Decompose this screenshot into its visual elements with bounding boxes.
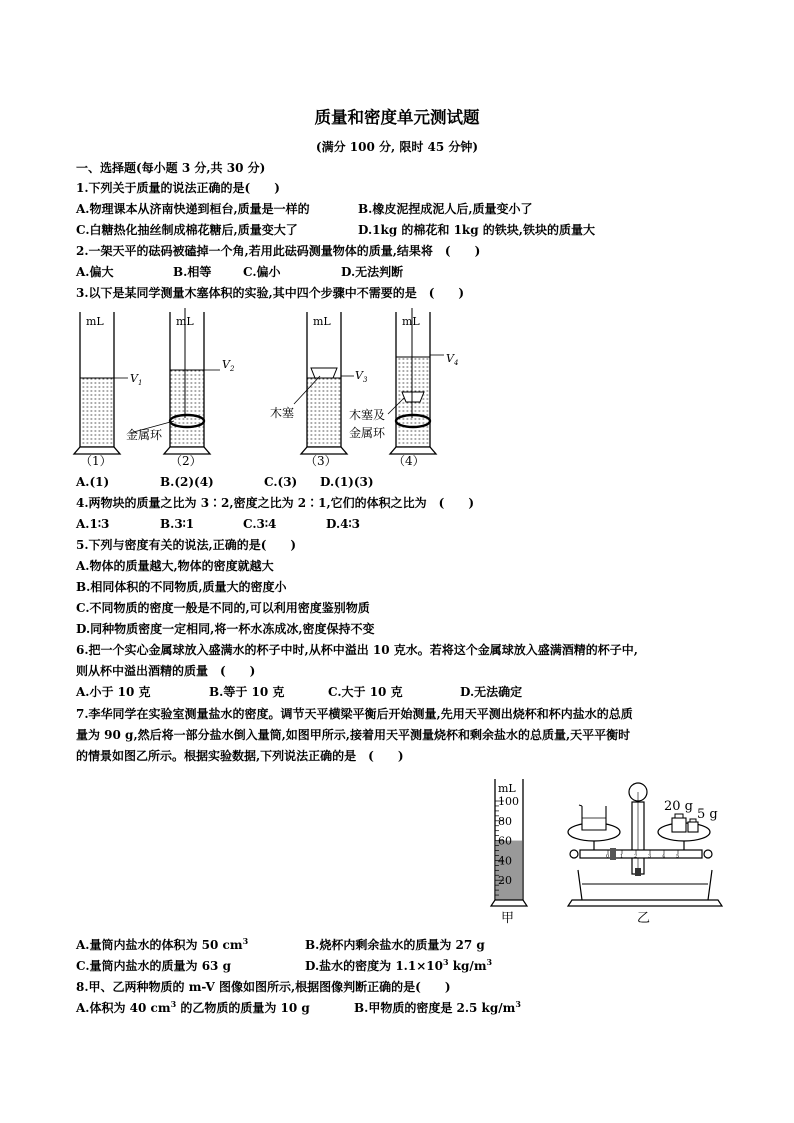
- q1-option-c: C.白糖热化抽丝制成棉花糖后,质量变大了: [76, 223, 298, 237]
- cylinder-1: [74, 312, 128, 454]
- weight-20g-label: 20 g: [664, 799, 693, 814]
- beam-scale-label: 3: [648, 853, 652, 860]
- q7-option-d: D.盐水的密度为 $1.1\times 10^3$ $kg/m^3$: [305, 957, 493, 973]
- cylinder-1-ml: mL: [86, 315, 104, 328]
- q1-stem: 1.下列关于质量的说法正确的是( ): [76, 181, 280, 195]
- v1-label: $V_1$: [130, 372, 143, 387]
- q4-option-c: C.3∶4: [243, 517, 277, 531]
- beam-scale-label: 2: [634, 853, 638, 860]
- beam-scale-label: 1: [620, 853, 624, 860]
- v4-label: $V_4$: [446, 352, 459, 367]
- q2-option-c: C.偏小: [243, 265, 281, 279]
- v2-label: $V_2$: [222, 358, 235, 373]
- q3-option-b: B.(2)(4): [160, 475, 214, 489]
- q5-option-b: B.相同体积的不同物质,质量大的密度小: [76, 580, 287, 594]
- cork-ring-label-1: 木塞及: [349, 408, 386, 422]
- cylinder-4-ml: mL: [402, 315, 420, 328]
- q3-option-c: C.(3): [264, 475, 298, 489]
- cylinder-tick-label: 40: [498, 854, 512, 868]
- q1-option-a: A.物理课本从济南快递到桓台,质量是一样的: [76, 202, 310, 216]
- q8-stem: 8.甲、乙两种物质的 m-V 图像如图所示,根据图像判断正确的是( ): [76, 980, 451, 994]
- beam-scale-label: 5: [676, 853, 680, 860]
- caption-1: （1）: [80, 454, 112, 468]
- q7-option-a: A.量筒内盐水的体积为 50 $cm^3$: [76, 936, 249, 952]
- q3-figure: [70, 306, 470, 474]
- caption-3: （3）: [305, 454, 337, 468]
- q5-option-a: A.物体的质量越大,物体的密度就越大: [76, 559, 274, 573]
- jia-ml: mL: [498, 782, 516, 795]
- q6-line-1: 6.把一个实心金属球放入盛满水的杯子中时,从杯中溢出 10 克水。若将这个金属球放入盛满酒精的杯子中,: [76, 643, 638, 657]
- q5-option-c: C.不同物质的密度一般是不同的,可以利用密度鉴别物质: [76, 601, 370, 615]
- q3-stem: 3.以下是某同学测量木塞体积的实验,其中四个步骤中不需要的是 ( ): [76, 286, 465, 300]
- q8-option-a: A.体积为 40 $cm^3$ 的乙物质的质量为 10 g: [76, 999, 310, 1015]
- beam-scale-label: 4: [662, 853, 666, 860]
- q5-option-d: D.同种物质密度一定相同,将一杯水冻成冰,密度保持不变: [76, 622, 375, 636]
- q8-option-b: B.甲物质的密度是 2.5 $kg/m^3$: [354, 999, 521, 1015]
- weight-5g-label: 5 g: [697, 807, 718, 822]
- cylinder-2-ml: mL: [176, 315, 194, 328]
- v3-label: $V_3$: [355, 369, 368, 384]
- cylinder-3: [294, 312, 354, 454]
- q6-option-d: D.无法确定: [460, 685, 523, 699]
- q7-figure-yi: [560, 774, 730, 926]
- q4-option-d: D.4∶3: [326, 517, 360, 531]
- cylinder-tick-label: 60: [498, 834, 512, 848]
- cylinder-tick-label: 20: [498, 874, 512, 888]
- q7-figure-jia: [484, 774, 534, 926]
- q5-stem: 5.下列与密度有关的说法,正确的是( ): [76, 538, 297, 552]
- q3-option-d: D.(1)(3): [320, 475, 374, 489]
- ring-label: 金属环: [126, 428, 163, 442]
- caption-2: （2）: [170, 454, 202, 468]
- q4-option-b: B.3∶1: [160, 517, 195, 531]
- q6-option-a: A.小于 10 克: [76, 685, 151, 699]
- q2-option-a: A.偏大: [76, 265, 114, 279]
- cylinder-tick-label: 100: [498, 795, 519, 808]
- cylinder-4: [388, 308, 444, 454]
- q7-line-3: 的情景如图乙所示。根据实验数据,下列说法正确的是 ( ): [76, 749, 404, 763]
- jia-caption: 甲: [501, 911, 515, 926]
- page-subtitle: (满分 100 分, 限时 45 分钟): [315, 140, 479, 154]
- section-heading: 一、选择题(每小题 3 分,共 30 分): [76, 161, 266, 175]
- q4-option-a: A.1∶3: [76, 517, 110, 531]
- cork-label: 木塞: [270, 406, 295, 420]
- caption-4: （4）: [393, 454, 425, 468]
- q2-option-b: B.相等: [173, 265, 212, 279]
- q7-option-c: C.量筒内盐水的质量为 63 g: [76, 959, 231, 973]
- page-title: 质量和密度单元测试题: [314, 108, 480, 127]
- cylinder-3-ml: mL: [313, 315, 331, 328]
- q2-stem: 2.一架天平的砝码被磕掉一个角,若用此砝码测量物体的质量,结果将 ( ): [76, 244, 481, 258]
- q2-option-d: D.无法判断: [341, 265, 404, 279]
- q7-line-2: 量为 90 g,然后将一部分盐水倒入量筒,如图甲所示,接着用天平测量烧杯和剩余盐水的总质量,天平平衡时: [76, 728, 631, 742]
- cylinder-tick-label: 80: [498, 814, 512, 828]
- yi-caption: 乙: [637, 911, 651, 926]
- q7-line-1: 7.李华同学在实验室测量盐水的密度。调节天平横梁平衡后开始测量,先用天平测出烧杯和杯内盐水的总质: [76, 707, 633, 721]
- q6-option-c: C.大于 10 克: [328, 685, 403, 699]
- cork-ring-label-2: 金属环: [349, 426, 386, 440]
- beam-scale-label: 0: [606, 853, 610, 860]
- q7-option-b: B.烧杯内剩余盐水的质量为 27 g: [305, 938, 485, 952]
- q6-option-b: B.等于 10 克: [209, 685, 285, 699]
- q6-line-2: 则从杯中溢出酒精的质量 ( ): [76, 664, 256, 678]
- q1-option-d: D.1kg 的棉花和 1kg 的铁块,铁块的质量大: [358, 223, 595, 237]
- q3-option-a: A.(1): [76, 475, 110, 489]
- q1-option-b: B.橡皮泥捏成泥人后,质量变小了: [358, 202, 533, 216]
- q4-stem: 4.两物块的质量之比为 3∶2,密度之比为 2∶1,它们的体积之比为 ( ): [76, 496, 474, 510]
